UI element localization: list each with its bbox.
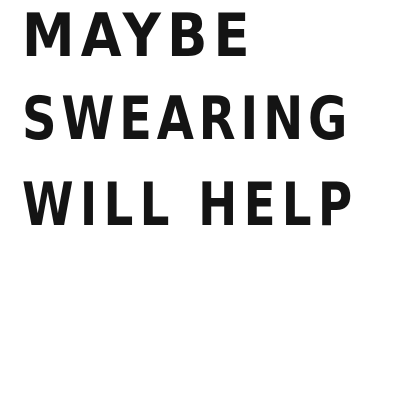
- quote-line-3: WILL HELP: [22, 170, 359, 240]
- quote-line-1: MAYBE: [22, 1, 256, 71]
- quote-line-2: SWEARING: [22, 84, 353, 154]
